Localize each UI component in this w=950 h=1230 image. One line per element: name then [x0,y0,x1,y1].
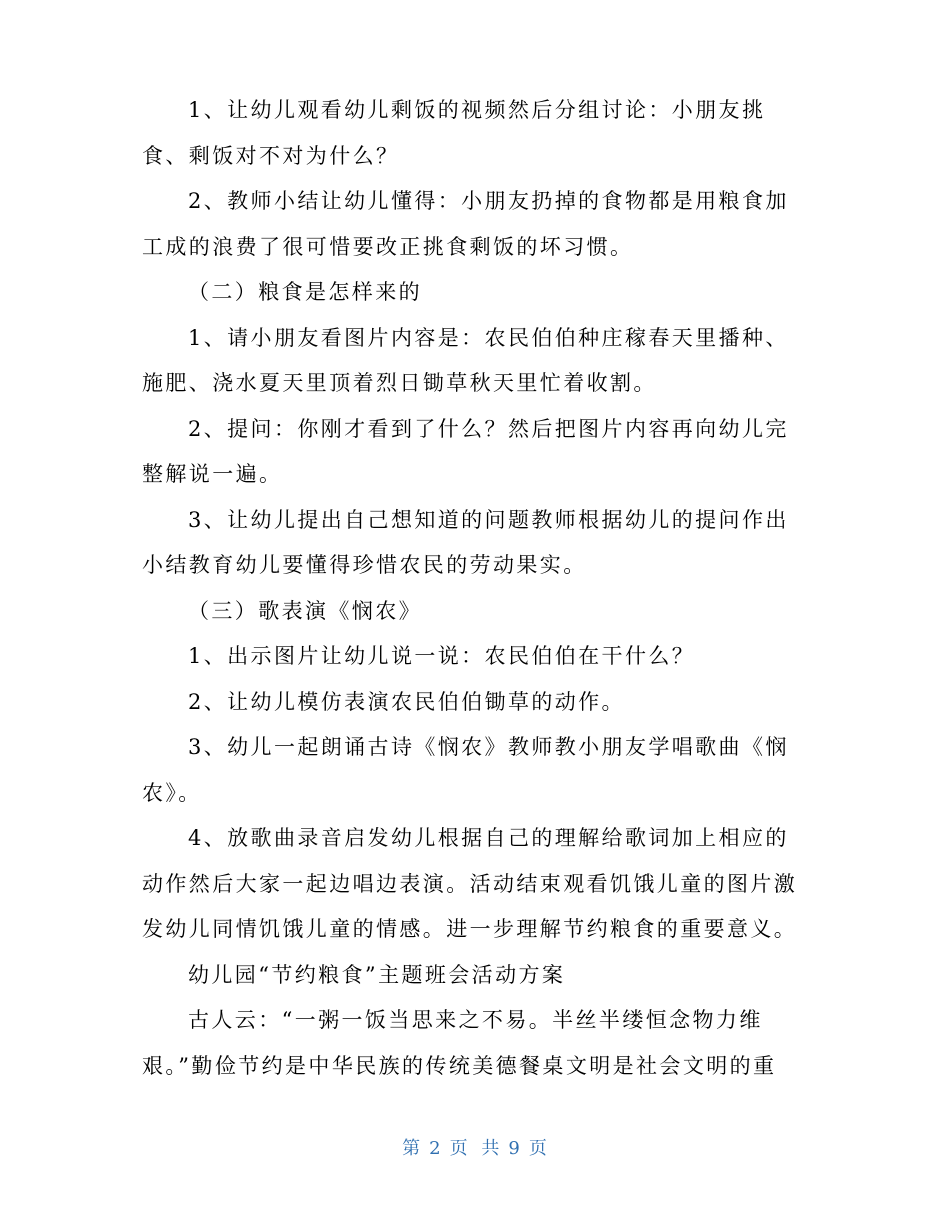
paragraph: 3、幼儿一起朗诵古诗《悯农》教师教小朋友学唱歌曲《悯农》。 [142,735,789,805]
paragraph: 1、出示图片让幼儿说一说：农民伯伯在干什么？ [188,644,696,668]
paragraph: 4、放歌曲录音启发幼儿根据自己的理解给歌词加上相应的动作然后大家一起边唱边表演。活动结束观看饥饿儿童的图片激发幼儿同情饥饿儿童的情感。进一步理解节约粮食的重要意义。 [142,826,798,941]
section-heading: （二）粮食是怎样来的 [188,280,422,304]
footer-prefix: 第 [402,1138,422,1159]
footer-page-number: 2 [429,1138,442,1159]
section-heading: （三）歌表演《悯农》 [188,598,422,623]
paragraph: 1、请小朋友看图片内容是：农民伯伯种庄稼春天里播种、施肥、浇水夏天里顶着烈日锄草秋天里忙着收割。 [142,325,789,395]
paragraph: 古人云：“一粥一饭当思来之不易。半丝半缕恒念物力维艰。”勤俭节约是中华民族的传统美德餐桌文明是社会文明的重 [142,1008,777,1078]
paragraph: 2、提问：你刚才看到了什么？然后把图片内容再向幼儿完整解说一遍。 [142,416,789,486]
paragraph: 2、让幼儿模仿表演农民伯伯锄草的动作。 [188,689,625,714]
paragraph: 2、教师小结让幼儿懂得：小朋友扔掉的食物都是用粮食加工成的浪费了很可惜要改正挑食剩饭的坏习惯。 [142,189,789,259]
footer-suffix: 页 [528,1138,548,1159]
document-body [142,88,808,1089]
footer-middle: 页 共 [449,1138,501,1159]
paragraph: 3、让幼儿提出自己想知道的问题教师根据幼儿的提问作出小结教育幼儿要懂得珍惜农民的劳动果实。 [142,507,789,577]
document-title: 幼儿园“节约粮食”主题班会活动方案 [188,962,566,987]
paragraph: 1、让幼儿观看幼儿剩饭的视频然后分组讨论：小朋友挑食、剩饭对不对为什么？ [142,98,766,168]
footer-total-pages: 9 [508,1138,521,1159]
page-footer [0,1134,950,1160]
